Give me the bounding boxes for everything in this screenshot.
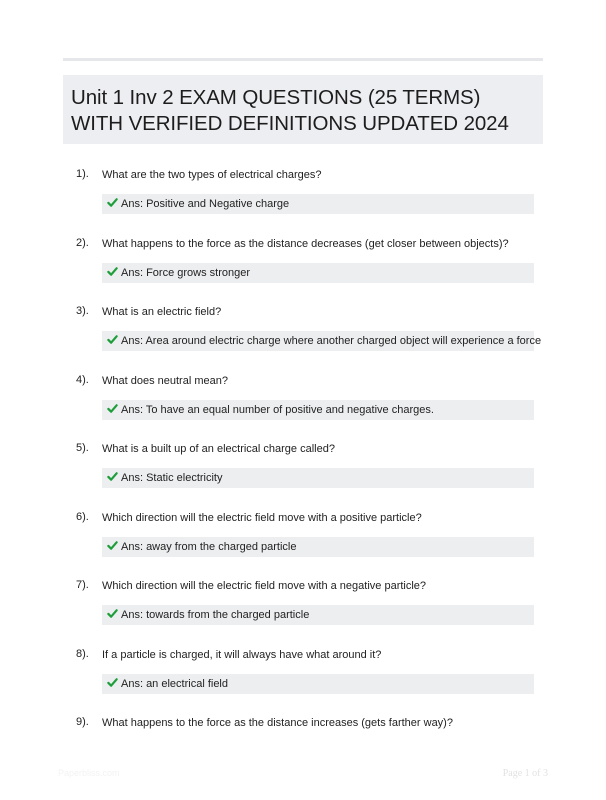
check-icon [107,677,118,688]
question-number: 2). [76,237,89,249]
question-text: Which direction will the electric field move with a positive particle? [102,512,422,524]
page-indicator: Page 1 of 3 [502,768,548,779]
question-number: 7). [76,579,89,591]
answer-text: Ans: away from the charged particle [121,541,297,553]
answer-text: Ans: an electrical field [121,678,228,690]
title-line-1: Unit 1 Inv 2 EXAM QUESTIONS (25 TERMS) [71,86,481,109]
qa-item-5 [0,441,606,501]
question-number: 6). [76,511,89,523]
question-text: What is an electric field? [102,306,222,318]
answer-box [102,263,534,283]
answer-text: Ans: To have an equal number of positive and negative charges. [121,404,434,416]
check-icon [107,266,118,277]
question-number: 8). [76,648,89,660]
question-text: What is a built up of an electrical charge called? [102,443,335,455]
answer-text: Ans: towards from the charged particle [121,609,310,621]
answer-box [102,400,534,420]
check-icon [107,334,118,345]
qa-item-7 [0,578,606,638]
answer-text: Ans: Force grows stronger [121,267,250,279]
question-number: 4). [76,374,89,386]
question-number: 5). [76,442,89,454]
answer-box [102,537,534,557]
question-text: What happens to the force as the distance decreases (get closer between objects)? [102,238,509,250]
question-text: Which direction will the electric field move with a negative particle? [102,580,427,592]
question-text: What happens to the force as the distance increases (gets farther way)? [102,717,453,729]
qa-item-4 [0,373,606,433]
question-number: 9). [76,716,89,728]
qa-item-9 [0,715,606,775]
title-line-2: WITH VERIFIED DEFINITIONS UPDATED 2024 [71,112,509,135]
qa-item-3 [0,304,606,364]
answer-box [102,605,534,625]
top-divider [63,58,543,61]
question-number: 3). [76,305,89,317]
question-text: What are the two types of electrical charges? [102,169,322,181]
check-icon [107,403,118,414]
title-banner [63,75,543,144]
question-text: If a particle is charged, it will always have what around it? [102,649,382,661]
question-number: 1). [76,168,89,180]
answer-box [102,468,534,488]
answer-box [102,331,542,351]
check-icon [107,608,118,619]
answer-text: Ans: Static electricity [121,472,223,484]
qa-item-2 [0,236,606,296]
qa-item-1 [0,167,606,227]
check-icon [107,471,118,482]
answer-box [102,194,534,214]
question-text: What does neutral mean? [102,375,228,387]
footer-watermark: Paperbliss.com [58,768,120,778]
answer-text: Ans: Positive and Negative charge [121,198,290,210]
qa-item-8 [0,647,606,707]
page-title [71,85,543,137]
qa-item-6 [0,510,606,570]
answer-box [102,674,534,694]
check-icon [107,197,118,208]
answer-text: Ans: Area around electric charge where another charged object will experience a force [121,335,542,347]
check-icon [107,540,118,551]
